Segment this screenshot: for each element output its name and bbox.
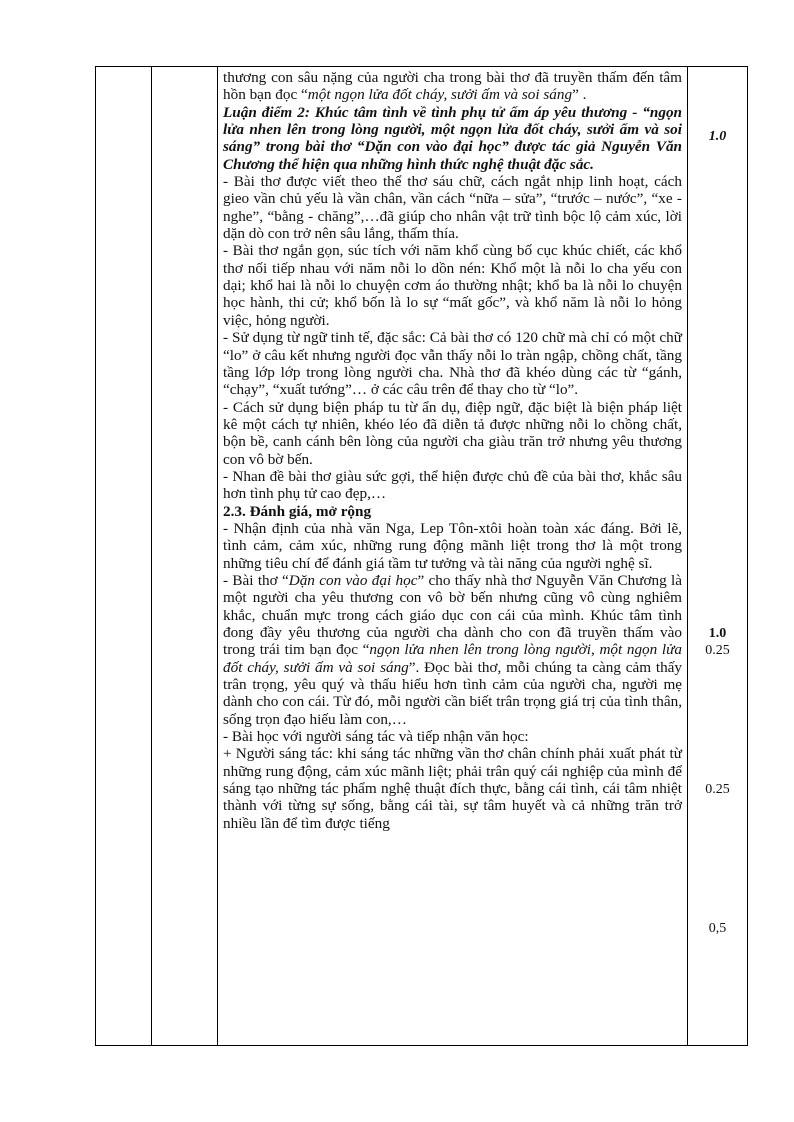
- score-argument-2: 1.0: [708, 129, 727, 144]
- paragraph-structure: - Bài thơ ngắn gọn, súc tích với năm khổ cùng bố cục khúc chiết, các khổ thơ nối tiếp nhau với năm nỗi lo dồn nén: Khổ một là nỗi lo cha yếu con dại; khổ hai là nỗi lo chuyện cơm áo thường nhật; khổ ba là nỗi lo chuyện học hành, thi cử; khổ bốn là lo sự “mất gốc”, và khổ năm là nỗi lo hỏng việc, hỏng người.: [223, 242, 682, 329]
- paragraph-wording: - Sử dụng từ ngữ tinh tế, đặc sắc: Cả bài thơ có 120 chữ mà chỉ có một chữ “lo” ở câu kết nhưng người đọc vẫn thấy nỗi lo tràn ngập, chồng chất, tầng tầng lớp lớp trong lòng người cha. Nhà thơ đã khéo dùng các từ “gánh, “chạy”, “xuất tướng”… ở các câu trên để thay cho từ “lo”.: [223, 329, 682, 399]
- paragraph-form: - Bài thơ được viết theo thể thơ sáu chữ, cách ngắt nhịp linh hoạt, cách gieo vần chủ yếu là vần chân, vần cách “nữa – sửa”, “trước – nước”, “xe - nghe”, “bằng - chăng”,…đã giúp cho nhân vật trữ tình bộc lộ cảm xúc, lời dặn dò con trở nên sâu lắng, thấm thía.: [223, 173, 682, 243]
- paragraph-author-lesson: + Người sáng tác: khi sáng tác những vần thơ chân chính phải xuất phát từ những rung động, cảm xúc mãnh liệt; phải trân quý cái nghiệp của mình để sáng tạo những tác phẩm nghệ thuật đích thực, bằng cái tình, cái tâm nhiệt thành với từng sự sống, bằng cái tài, sự tâm huyết và cả những trăn trở nhiều lần để tìm được tiếng: [223, 745, 682, 832]
- paragraph-lesson: - Bài học với người sáng tác và tiếp nhận văn học:: [223, 728, 529, 746]
- score-lesson: 0,5: [708, 921, 727, 936]
- score-evaluation-total: 1.0: [708, 626, 727, 641]
- grading-table: [95, 66, 748, 1046]
- content-cell: [218, 67, 688, 1046]
- paragraph-intro-end: thương con sâu nặng của người cha trong bài thơ đã truyền thấm đến tâm hồn bạn đọc “một ngọn lửa đốt cháy, sưởi ấm và soi sáng” .: [223, 69, 682, 104]
- table-row: [96, 67, 748, 1046]
- question-number-cell: [96, 67, 152, 1046]
- section-heading-evaluation: 2.3. Đánh giá, mở rộng: [223, 502, 372, 520]
- section-cell: [152, 67, 218, 1046]
- paragraph-poem-evaluation: - Bài thơ “Dặn con vào đại học” cho thấy nhà thơ Nguyễn Văn Chương là một người cha yêu thương con vô bờ bến nhưng cũng vô cùng nghiêm khắc, chuẩn mực trong cách giáo dục con cái của mình. Khúc tâm tình đong đầy yêu thương của người cha dành cho con đã truyền thấm vào trong trái tim bạn đọc “ngọn lửa nhen lên trong lòng người, một ngọn lửa đốt cháy, sưởi ấm và soi sáng”. Đọc bài thơ, mỗi chúng ta càng cảm thấy trân trọng, yêu quý và thấu hiểu hơn tình cảm của người cha, người mẹ dành cho con cái. Từ đó, mỗi người cần biết trân trọng giá trị của tình thân, sống trọn đạo hiếu làm con,…: [223, 571, 682, 728]
- argument-2-heading: Luận điểm 2: Khúc tâm tình về tình phụ tử ấm áp yêu thương - “ngọn lửa nhen lên trong lòng người, một ngọn lửa đốt cháy, sưởi ấm và soi sáng” trong bài thơ “Dặn con vào đại học” được tác giả Nguyễn Văn Chương thể hiện qua những hình thức nghệ thuật đặc sắc.: [223, 103, 682, 173]
- paragraph-rhetoric: - Cách sử dụng biện pháp tu từ ẩn dụ, điệp ngữ, đặc biệt là biện pháp liệt kê một cách tự nhiên, khéo léo đã diễn tả được những nỗi lo chồng chất, bộn bề, canh cánh bên lòng của người cha giàu trăn trở nhưng yêu thương con vô bờ bến.: [223, 398, 682, 468]
- score-cell: [688, 67, 748, 1046]
- paragraph-opinion: - Nhận định của nhà văn Nga, Lep Tôn-xtôi hoàn toàn xác đáng. Bởi lẽ, tình cảm, cảm xúc, những rung động mãnh liệt trong thơ là một trong những tiêu chí để đánh giá tầm tư tưởng và tài năng của người nghệ sĩ.: [223, 519, 682, 572]
- score-poem-evaluation: 0.25: [705, 782, 730, 797]
- score-opinion: 0.25: [705, 643, 730, 658]
- paragraph-title: - Nhan đề bài thơ giàu sức gợi, thể hiện được chủ đề của bài thơ, khắc sâu hơn tình phụ tử cao đẹp,…: [223, 467, 682, 503]
